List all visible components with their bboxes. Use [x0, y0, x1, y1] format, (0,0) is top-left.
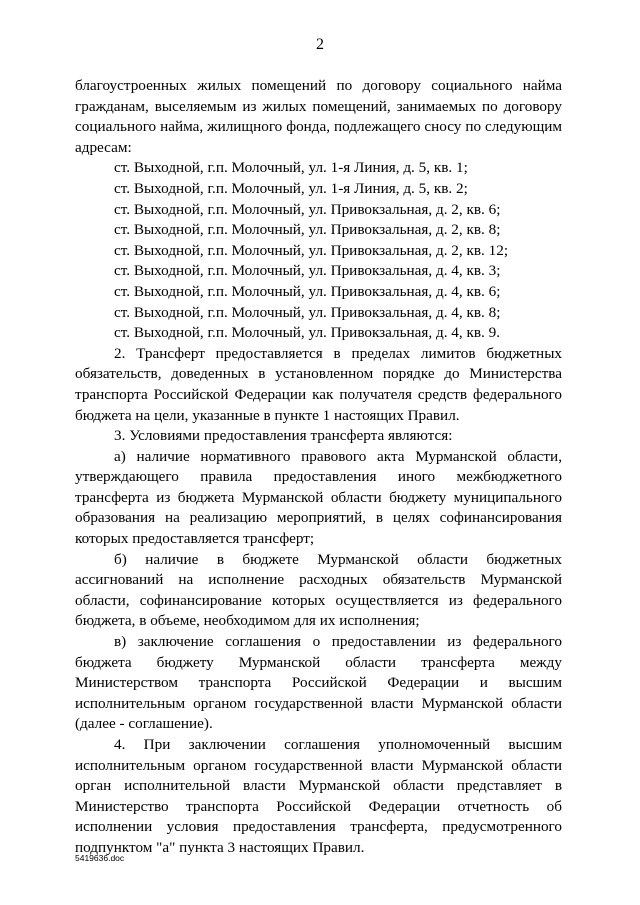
address-item: ст. Выходной, г.п. Молочный, ул. Привокзальная, д. 2, кв. 8; — [114, 221, 501, 239]
item-3-paragraph: 3. Условиями предоставления трансферта являются: — [114, 427, 453, 445]
item-3b-paragraph: б) наличие в бюджете Мурманской области бюджетных ассигнований на исполнение расходных обязательств Мурманской области, софинансирование которых осуществляется из федерального бюджета, в объеме, необходимом для их исполнения; — [75, 550, 562, 630]
address-item: ст. Выходной, г.п. Молочный, ул. 1-я Линия, д. 5, кв. 1; — [114, 159, 468, 177]
item-2-paragraph: 2. Трансферт предоставляется в пределах лимитов бюджетных обязательств, доведенных в установленном порядке до Министерства транспорта Российской Федерации как получателя средств федерального бюджета на цели, указанные в пункте 1 настоящих Правил. — [75, 344, 562, 424]
address-item: ст. Выходной, г.п. Молочный, ул. Привокзальная, д. 4, кв. 9. — [114, 324, 501, 342]
address-item: ст. Выходной, г.п. Молочный, ул. Привокзальная, д. 2, кв. 12; — [114, 241, 509, 259]
footer-doc-code: 5419636.doc — [75, 853, 125, 863]
page-number: 2 — [316, 36, 324, 53]
address-item: ст. Выходной, г.п. Молочный, ул. Привокзальная, д. 4, кв. 6; — [114, 282, 501, 300]
address-item: ст. Выходной, г.п. Молочный, ул. 1-я Линия, д. 5, кв. 2; — [114, 179, 468, 197]
address-item: ст. Выходной, г.п. Молочный, ул. Привокзальная, д. 2, кв. 6; — [114, 200, 501, 218]
item-3v-paragraph: в) заключение соглашения о предоставлении из федерального бюджета бюджету Мурманской области трансферта между Министерством транспорта Российской Федерации и высшим исполнительным органом государственной власти Мурманской области (далее - соглашение). — [75, 633, 562, 733]
address-item: ст. Выходной, г.п. Молочный, ул. Привокзальная, д. 4, кв. 8; — [114, 303, 501, 321]
address-list — [75, 158, 562, 343]
document-body — [75, 76, 562, 859]
intro-paragraph: благоустроенных жилых помещений по договору социального найма гражданам, выселяемым из жилых помещений, занимаемых по договору социального найма, жилищного фонда, подлежащего сносу по следующим адресам: — [75, 77, 562, 156]
item-3a-paragraph: а) наличие нормативного правового акта Мурманской области, утверждающего правила предоставления иного межбюджетного трансферта из бюджета Мурманской области бюджету муниципального образования на реализацию мероприятий, в целях софинансирования которых предоставляется трансферт; — [75, 447, 562, 548]
address-item: ст. Выходной, г.п. Молочный, ул. Привокзальная, д. 4, кв. 3; — [114, 262, 501, 280]
item-4-paragraph: 4. При заключении соглашения уполномоченный высшим исполнительным органом государственной власти Мурманской области орган исполнительной власти Мурманской области представляет в Министерство транспорта Российской Федерации отчетность об исполнении условия предоставления трансферта, предусмотренного подпунктом "а" пункта 3 настоящих Правил. — [75, 736, 562, 856]
